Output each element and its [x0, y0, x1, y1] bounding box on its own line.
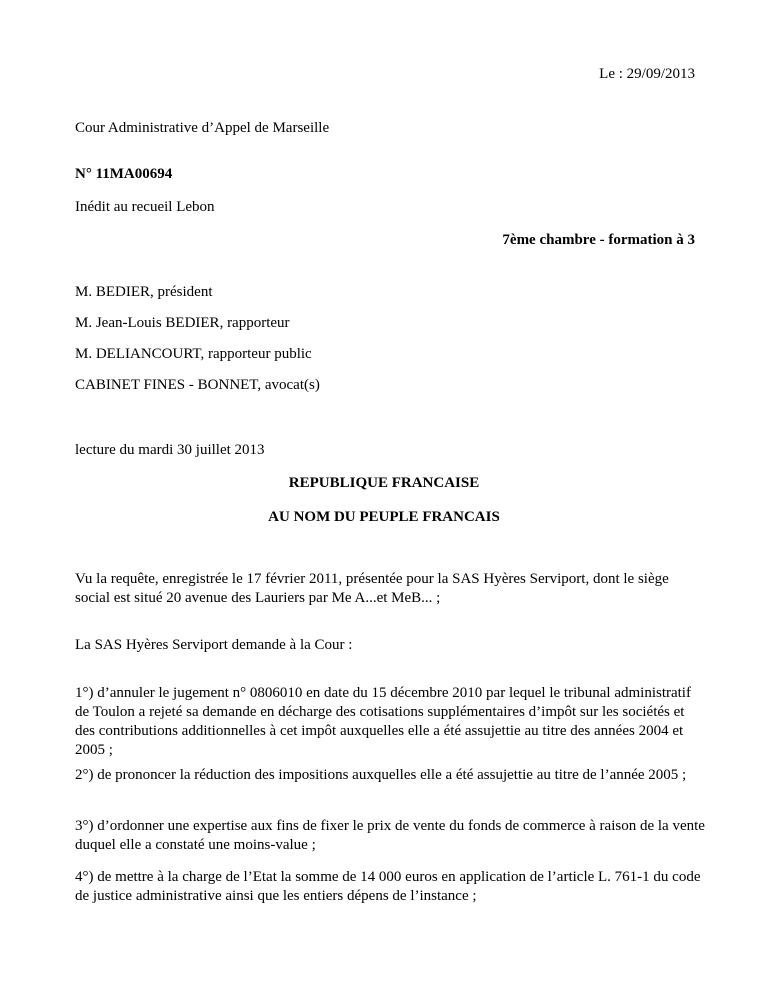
case-number: N° 11MA00694	[75, 166, 173, 182]
paragraph-point-4: 4°) de mettre à la charge de l’Etat la somme de 14 000 euros en application de l’article L. 761-1 du code de justice administrative ainsi que les entiers dépens de l’instance ;	[75, 869, 701, 904]
document-date: Le : 29/09/2013	[599, 66, 695, 82]
publication-status: Inédit au recueil Lebon	[75, 199, 215, 215]
paragraph-point-1: 1°) d’annuler le jugement n° 0806010 en date du 15 décembre 2010 par lequel le tribunal administratif de Toulon a rejeté sa demande en décharge des cotisations supplémentaires d’impôt sur les sociétés et des contributions additionnelles à cet impôt auxquelles elle a été assujettie au titre des années 2004 et 2005 ;	[75, 685, 691, 758]
reading-date: lecture du mardi 30 juillet 2013	[75, 442, 265, 458]
title-people: AU NOM DU PEUPLE FRANCAIS	[268, 509, 500, 525]
paragraph-demand: La SAS Hyères Serviport demande à la Cour :	[75, 637, 353, 653]
court-name: Cour Administrative d’Appel de Marseille	[75, 120, 330, 136]
paragraph-point-2: 2°) de prononcer la réduction des impositions auxquelles elle a été assujettie au titre de l’année 2005 ;	[75, 767, 687, 783]
paragraph-request: Vu la requête, enregistrée le 17 février 2011, présentée pour la SAS Hyères Serviport, dont le siège social est situé 20 avenue des Lauriers par Me A...et MeB... ;	[75, 571, 669, 606]
paragraph-point-3: 3°) d’ordonner une expertise aux fins de fixer le prix de vente du fonds de commerce à raison de la vente duquel elle a constaté une moins-value ;	[75, 818, 705, 853]
chamber: 7ème chambre - formation à 3	[502, 232, 695, 248]
rapporteur-public: M. DELIANCOURT, rapporteur public	[75, 346, 312, 362]
president: M. BEDIER, président	[75, 284, 213, 300]
rapporteur: M. Jean-Louis BEDIER, rapporteur	[75, 315, 290, 331]
title-republic: REPUBLIQUE FRANCAISE	[288, 475, 480, 491]
avocat: CABINET FINES - BONNET, avocat(s)	[75, 377, 320, 393]
